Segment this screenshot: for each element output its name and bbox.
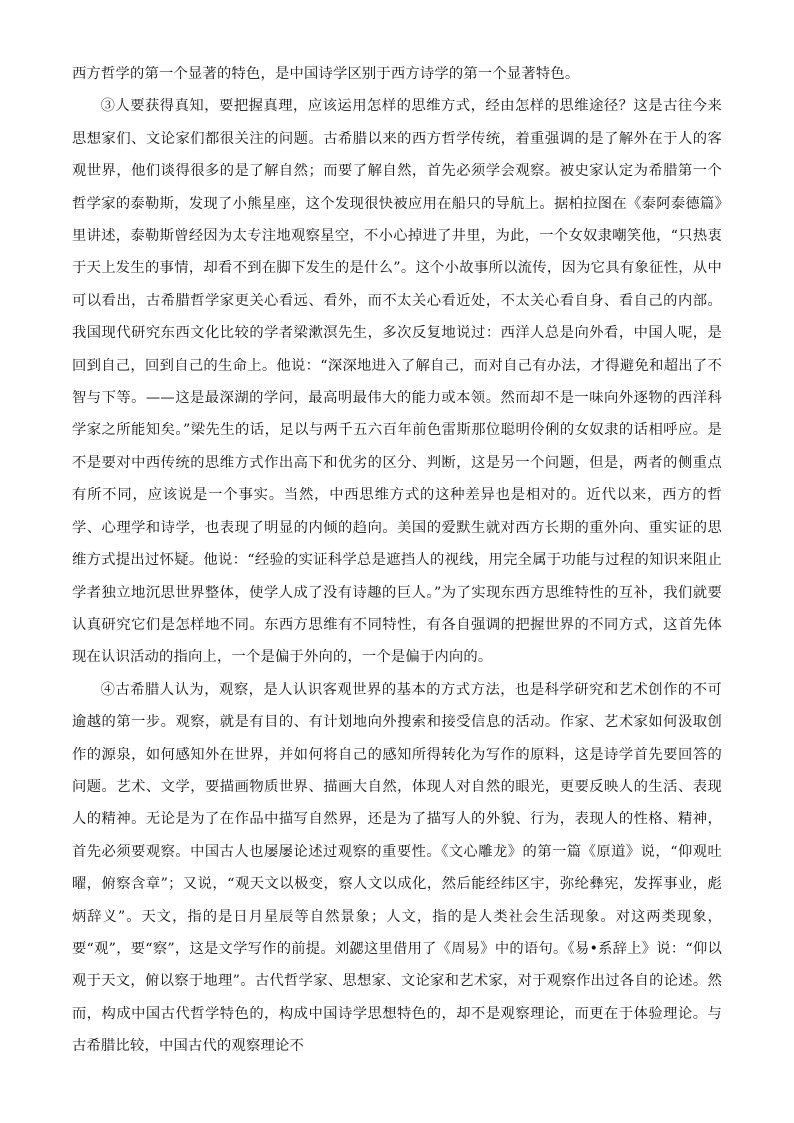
paragraph-4: ④古希腊人认为，观察，是人认识客观世界的基本的方式方法，也是科学研究和艺术创作的不可逾越的第一步。观察，就是有目的、有计划地向外搜索和接受信息的活动。作家、艺术家如何汲取创作的源泉，如何感知外在世界，并如何将自己的感知所得转化为写作的原料，这是诗学首先要回答的问题。艺术、文学，要描画物质世界、描画大自然，体现人对自然的眼光，更要反映人的生活、表现人的精神。无论是为了在作品中描写自然界，还是为了描写人的外貌、行为，表现人的性格、精神，首先必须要观察。中国古人也屡屡论述过观察的重要性。《文心雕龙》的第一篇《原道》说，“仰观吐曜，俯察含章”；又说，“观天文以极变，察人文以成化，然后能经纬区宇，弥纶彝宪，发挥事业，彪炳辞义”。天文，指的是日月星辰等自然景象；人文，指的是人类社会生活现象。对这两类现象，要“观”，要“察”，这是文学写作的前提。刘勰这里借用了《周易》中的语句。《易•系辞上》说：“仰以观于天文，俯以察于地理”。古代哲学家、思想家、文论家和艺术家，对于观察作出过各自的论述。然而，构成中国古代哲学特色的，构成中国诗学思想特色的，却不是观察理论，而更在于体验理论。与古希腊比较，中国古代的观察理论不 [72, 681, 722, 1055]
document-body [72, 58, 722, 1063]
paragraph-3: ③人要获得真知，要把握真理，应该运用怎样的思维方式，经由怎样的思维途径？这是古往今来思想家们、文论家们都很关注的问题。古希腊以来的西方哲学传统，着重强调的是了解外在于人的客观世界，他们谈得很多的是了解自然；而要了解自然，首先必须学会观察。被史家认定为希腊第一个哲学家的泰勒斯，发现了小熊星座，这个发现很快被应用在船只的导航上。据柏拉图在《泰阿泰德篇》里讲述，泰勒斯曾经因为太专注地观察星空，不小心掉进了井里，为此，一个女奴隶嘲笑他，“只热衷于天上发生的事情，却看不到在脚下发生的是什么”。这个小故事所以流传，因为它具有象征性，从中可以看出，古希腊哲学家更关心看远、看外，而不太关心看近处，不太关心看自身、看自己的内部。我国现代研究东西文化比较的学者梁漱溟先生，多次反复地说过：西洋人总是向外看，中国人呢，是回到自己，回到自己的生命上。他说：“深深地进入了解自己，而对自己有办法，才得避免和超出了不智与下等。——这是最深湖的学问，最高明最伟大的能力或本领。然而却不是一味向外逐物的西洋科学家之所能知矣。”梁先生的话，足以与两千五六百年前色雷斯那位聪明伶俐的女奴隶的话相呼应。是不是要对中西传统的思维方式作出高下和优劣的区分、判断，这是另一个问题，但是，两者的侧重点有所不同，应该说是一个事实。当然，中西思维方式的这种差异也是相对的。近代以来，西方的哲学、心理学和诗学，也表现了明显的内倾的趋向。美国的爱默生就对西方长期的重外向、重实证的思维方式提出过怀疑。他说：“经验的实证科学总是遮挡人的视线，用完全属于功能与过程的知识来阻止学者独立地沉思世界整体，使学人成了没有诗趣的巨人。”为了实现东西方思维特性的互补，我们就要认真研究它们是怎样地不同。东西方思维有不同特性，有各自强调的把握世界的不同方式，这首先体现在认识活动的指向上，一个是偏于外向的，一个是偏于内向的。 [72, 98, 722, 666]
paragraph-continuation: 西方哲学的第一个显著的特色，是中国诗学区别于西方诗学的第一个显著特色。 [72, 66, 580, 82]
